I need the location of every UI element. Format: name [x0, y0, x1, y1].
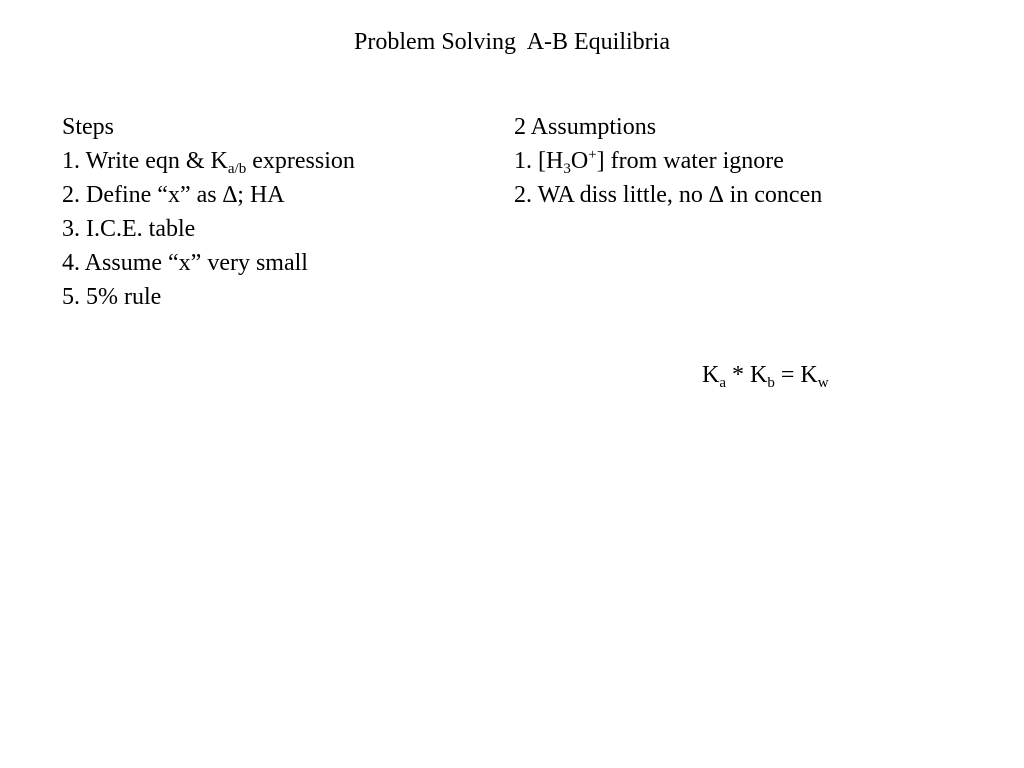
step-4: 4. Assume “x” very small [62, 250, 308, 276]
assumption-1-subscript: 3 [563, 161, 571, 177]
assumption-1-pre: 1. [H [514, 148, 564, 174]
step-5: 5. 5% rule [62, 284, 162, 310]
slide-title: Problem Solving A-B Equilibria [354, 29, 670, 55]
assumption-1-post: ] from water ignore [596, 148, 784, 174]
assumption-2: 2. WA diss little, no ∆ in concen [514, 182, 823, 208]
step-1 [62, 144, 482, 178]
formula-kw: K [800, 362, 818, 388]
step-1-subscript: a/b [227, 161, 247, 177]
formula-ka-subscript: a [719, 375, 727, 391]
steps-heading: Steps [62, 114, 115, 140]
kw-formula [702, 358, 829, 392]
formula-ka: K [702, 362, 720, 388]
assumption-1 [514, 144, 934, 178]
step-2: 2. Define “x” as ∆; HA [62, 182, 285, 208]
steps-list [62, 110, 482, 314]
step-3: 3. I.C.E. table [62, 216, 196, 242]
formula-multiply: * [726, 362, 751, 388]
assumption-1-mid: O [570, 148, 589, 174]
assumptions-heading: 2 Assumptions [514, 114, 657, 140]
step-1-prefix: 1. Write eqn & K [62, 148, 228, 174]
assumption-1-superscript: + [588, 147, 597, 163]
formula-equals: = [774, 362, 801, 388]
step-1-suffix: expression [246, 148, 355, 174]
formula-kb: K [750, 362, 768, 388]
formula-kb-subscript: b [767, 375, 775, 391]
assumptions-list [514, 110, 934, 212]
formula-kw-subscript: w [817, 375, 829, 391]
